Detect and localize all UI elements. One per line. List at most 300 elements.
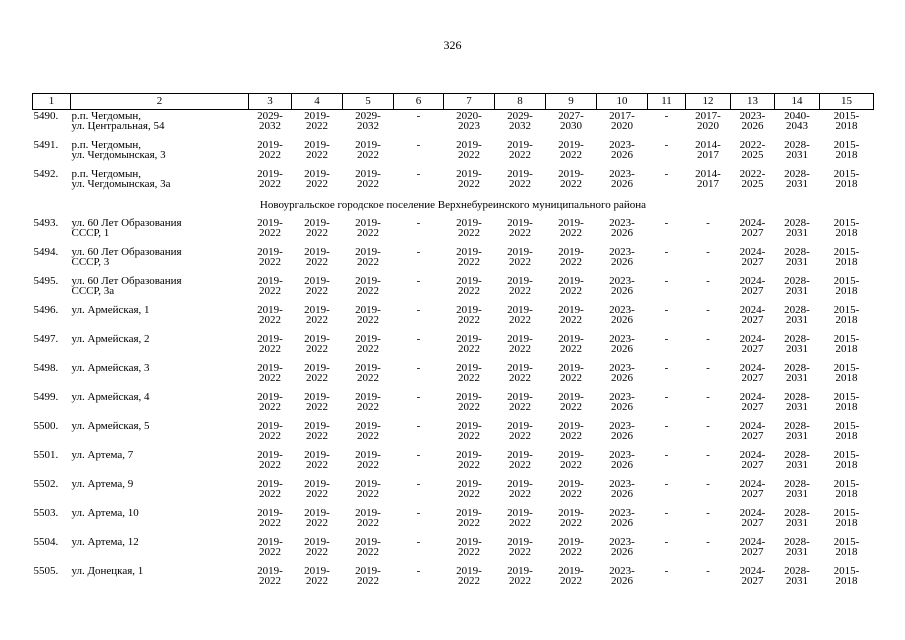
period-start: 2019- <box>355 168 381 180</box>
period-end: 2022 <box>306 178 328 190</box>
period-end: 2022 <box>259 575 281 587</box>
period-cell <box>686 275 731 304</box>
period-start: - <box>416 449 421 461</box>
period-end: 2022 <box>357 178 379 190</box>
period-start: - <box>706 246 710 258</box>
period-end: 2022 <box>259 285 281 297</box>
period-start: 2019- <box>355 478 381 490</box>
period-end: 2022 <box>509 256 531 268</box>
period-end: 2022 <box>509 401 531 413</box>
period-end: 2022 <box>259 546 281 558</box>
period-cell <box>820 304 874 333</box>
period-start: 2019- <box>456 565 482 577</box>
period-start: - <box>664 168 669 180</box>
period-cell <box>686 362 731 391</box>
period-cell <box>820 536 874 565</box>
period-start: - <box>664 304 669 316</box>
period-cell <box>820 565 874 594</box>
period-start: 2019- <box>507 449 533 461</box>
period-start: - <box>416 139 421 151</box>
period-end: 2026 <box>611 178 633 190</box>
period-cell <box>686 217 731 246</box>
period-end: 2018 <box>835 314 858 326</box>
period-start: - <box>664 110 669 122</box>
period-cell <box>394 246 444 275</box>
period-start: 2019- <box>558 536 584 548</box>
period-end: 2031 <box>786 314 808 326</box>
period-cell <box>648 536 686 565</box>
period-end: 2022 <box>509 459 531 471</box>
period-cell <box>648 420 686 449</box>
period-start: 2024- <box>739 275 766 287</box>
period-cell <box>597 110 648 140</box>
period-start: 2028- <box>784 333 810 345</box>
period-end: 2022 <box>560 256 582 268</box>
period-start: 2019- <box>558 246 584 258</box>
period-end: 2031 <box>786 546 808 558</box>
period-start: 2019- <box>257 246 283 258</box>
period-start: 2015- <box>833 565 860 577</box>
period-start: 2019- <box>257 536 283 548</box>
address-line: ул. 60 Лет Образования <box>71 275 182 287</box>
period-end: 2027 <box>741 256 764 268</box>
period-cell <box>686 478 731 507</box>
period-start: 2019- <box>257 217 283 229</box>
period-end: 2022 <box>560 401 582 413</box>
period-end: 2031 <box>786 227 808 239</box>
period-end: 2022 <box>458 285 480 297</box>
period-end: 2026 <box>611 227 633 239</box>
period-start: - <box>664 536 669 548</box>
period-cell <box>292 565 343 594</box>
period-cell <box>292 420 343 449</box>
period-cell <box>648 565 686 594</box>
period-cell <box>731 168 775 197</box>
period-start: - <box>664 275 669 287</box>
period-end: 2018 <box>835 285 858 297</box>
address-line: СССР, 1 <box>71 227 110 239</box>
period-cell <box>495 478 546 507</box>
table-row <box>33 565 874 594</box>
column-header: 3 <box>249 94 292 110</box>
period-cell <box>820 217 874 246</box>
period-end: 2022 <box>357 459 379 471</box>
period-end: 2022 <box>259 517 281 529</box>
period-start: 2027- <box>558 110 584 122</box>
period-start: - <box>706 304 710 316</box>
period-start: 2028- <box>784 449 810 461</box>
period-start: 2019- <box>355 217 381 229</box>
period-start: - <box>706 275 710 287</box>
period-start: 2028- <box>784 246 810 258</box>
period-cell <box>292 478 343 507</box>
period-end: 2022 <box>259 178 281 190</box>
period-end: 2027 <box>741 459 764 471</box>
period-start: - <box>416 304 421 316</box>
period-start: 2019- <box>456 139 482 151</box>
period-cell <box>775 449 820 478</box>
period-cell <box>546 536 597 565</box>
period-cell <box>546 565 597 594</box>
period-end: 2022 <box>259 256 281 268</box>
period-end: 2022 <box>458 256 480 268</box>
period-start: 2015- <box>833 391 860 403</box>
period-start: - <box>416 246 421 258</box>
period-cell <box>775 168 820 197</box>
period-end: 2022 <box>259 459 281 471</box>
column-header: 2 <box>71 94 249 110</box>
period-cell <box>820 246 874 275</box>
period-cell <box>394 362 444 391</box>
period-start: 2019- <box>456 391 482 403</box>
period-cell <box>343 275 394 304</box>
period-end: 2022 <box>560 314 582 326</box>
period-end: 2022 <box>259 488 281 500</box>
period-start: - <box>416 333 421 345</box>
period-start: 2024- <box>739 507 766 519</box>
period-end: 2026 <box>611 430 633 442</box>
period-start: 2014- <box>695 168 721 180</box>
period-start: 2019- <box>304 275 330 287</box>
period-start: 2019- <box>304 420 330 432</box>
table-row <box>33 304 874 333</box>
period-cell <box>495 362 546 391</box>
row-number: 5505. <box>33 565 59 577</box>
period-end: 2022 <box>306 575 328 587</box>
address-cell <box>71 275 249 304</box>
period-end: 2026 <box>741 120 764 132</box>
period-cell <box>820 362 874 391</box>
period-start: 2028- <box>784 507 810 519</box>
period-end: 2022 <box>560 575 582 587</box>
period-cell <box>292 246 343 275</box>
period-cell <box>444 507 495 536</box>
column-header: 12 <box>686 94 731 110</box>
period-start: 2019- <box>558 217 584 229</box>
period-start: - <box>416 275 421 287</box>
period-start: 2023- <box>609 217 635 229</box>
period-end: 2027 <box>741 575 764 587</box>
period-end: 2018 <box>835 546 858 558</box>
period-start: 2015- <box>833 168 860 180</box>
period-end: 2022 <box>509 227 531 239</box>
period-end: 2022 <box>458 178 480 190</box>
period-end: 2018 <box>835 517 858 529</box>
column-header: 10 <box>597 94 648 110</box>
period-end: 2043 <box>786 120 808 132</box>
period-cell <box>249 139 292 168</box>
table-body-group-1 <box>33 110 874 198</box>
period-start: 2019- <box>257 420 283 432</box>
period-cell <box>546 168 597 197</box>
period-start: 2024- <box>739 362 766 374</box>
period-cell <box>394 565 444 594</box>
table-row <box>33 217 874 246</box>
period-cell <box>686 565 731 594</box>
period-cell <box>292 217 343 246</box>
period-start: 2019- <box>507 478 533 490</box>
period-cell <box>597 362 648 391</box>
table-row <box>33 536 874 565</box>
period-start: 2019- <box>558 478 584 490</box>
period-cell <box>394 168 444 197</box>
period-cell <box>495 333 546 362</box>
row-number: 5498. <box>33 362 59 374</box>
period-cell <box>249 507 292 536</box>
period-start: 2024- <box>739 478 766 490</box>
period-end: 2022 <box>259 314 281 326</box>
period-start: 2019- <box>456 333 482 345</box>
period-end: 2025 <box>741 149 764 161</box>
period-end: 2027 <box>741 401 764 413</box>
period-cell <box>648 304 686 333</box>
period-end: 2022 <box>306 517 328 529</box>
period-start: 2019- <box>558 565 584 577</box>
period-start: 2023- <box>609 478 635 490</box>
period-start: 2019- <box>304 333 330 345</box>
period-end: 2022 <box>458 314 480 326</box>
period-end: 2022 <box>458 401 480 413</box>
period-cell <box>546 333 597 362</box>
period-cell <box>495 449 546 478</box>
period-cell <box>731 304 775 333</box>
period-start: 2019- <box>355 420 381 432</box>
period-cell <box>444 449 495 478</box>
period-start: - <box>706 391 710 403</box>
period-start: 2024- <box>739 333 766 345</box>
period-start: 2019- <box>456 304 482 316</box>
period-start: 2019- <box>304 246 330 258</box>
period-cell <box>820 449 874 478</box>
period-start: 2019- <box>507 139 533 151</box>
address-cell <box>71 304 249 333</box>
period-cell <box>546 507 597 536</box>
period-start: 2019- <box>304 507 330 519</box>
period-end: 2018 <box>835 149 858 161</box>
period-start: 2023- <box>609 139 635 151</box>
period-start: - <box>416 168 421 180</box>
period-cell <box>249 420 292 449</box>
period-cell <box>731 449 775 478</box>
column-header: 13 <box>731 94 775 110</box>
table-row <box>33 362 874 391</box>
period-start: - <box>706 536 710 548</box>
period-end: 2022 <box>357 149 379 161</box>
period-start: 2019- <box>257 478 283 490</box>
period-end: 2018 <box>835 459 858 471</box>
period-cell <box>731 420 775 449</box>
period-start: 2028- <box>784 275 810 287</box>
period-cell <box>648 139 686 168</box>
period-end: 2018 <box>835 575 858 587</box>
period-cell <box>775 420 820 449</box>
period-cell <box>249 449 292 478</box>
period-start: 2019- <box>355 565 381 577</box>
address-line: р.п. Чегдомын, <box>71 168 142 180</box>
period-end: 2022 <box>509 575 531 587</box>
period-end: 2022 <box>259 149 281 161</box>
period-start: 2022- <box>739 139 766 151</box>
period-end: 2026 <box>611 256 633 268</box>
period-end: 2022 <box>509 372 531 384</box>
period-cell <box>249 110 292 140</box>
column-header: 14 <box>775 94 820 110</box>
address-line: СССР, 3а <box>71 285 115 297</box>
period-start: 2019- <box>355 507 381 519</box>
period-start: - <box>664 246 669 258</box>
period-cell <box>444 362 495 391</box>
period-cell <box>648 478 686 507</box>
row-number: 5491. <box>33 139 59 151</box>
table-row <box>33 420 874 449</box>
period-end: 2032 <box>509 120 531 132</box>
period-end: 2026 <box>611 372 633 384</box>
period-end: 2022 <box>509 285 531 297</box>
period-start: 2023- <box>609 391 635 403</box>
row-number: 5504. <box>33 536 59 548</box>
row-number: 5503. <box>33 507 59 519</box>
period-cell <box>343 217 394 246</box>
period-start: 2022- <box>739 168 766 180</box>
period-end: 2022 <box>357 575 379 587</box>
period-start: 2028- <box>784 536 810 548</box>
period-cell <box>775 275 820 304</box>
period-cell <box>394 217 444 246</box>
period-end: 2027 <box>741 285 764 297</box>
period-cell <box>343 536 394 565</box>
period-cell <box>597 304 648 333</box>
period-cell <box>249 362 292 391</box>
row-number: 5492. <box>33 168 59 180</box>
table-row <box>33 139 874 168</box>
column-header: 5 <box>343 94 394 110</box>
period-end: 2031 <box>786 575 808 587</box>
period-cell <box>546 304 597 333</box>
period-end: 2027 <box>741 546 764 558</box>
period-cell <box>394 507 444 536</box>
period-cell <box>686 304 731 333</box>
period-start: 2019- <box>456 507 482 519</box>
period-cell <box>775 110 820 140</box>
period-end: 2022 <box>357 227 379 239</box>
period-end: 2026 <box>611 314 633 326</box>
row-number: 5496. <box>33 304 59 316</box>
period-end: 2022 <box>509 546 531 558</box>
period-cell <box>597 217 648 246</box>
period-cell <box>775 304 820 333</box>
period-end: 2032 <box>357 120 379 132</box>
period-cell <box>731 275 775 304</box>
period-start: - <box>664 391 669 403</box>
period-cell <box>343 110 394 140</box>
period-cell <box>597 565 648 594</box>
period-start: 2024- <box>739 449 766 461</box>
period-start: 2019- <box>355 536 381 548</box>
period-start: 2019- <box>558 420 584 432</box>
period-end: 2022 <box>509 517 531 529</box>
period-cell <box>292 304 343 333</box>
address-line: ул. Центральная, 54 <box>71 120 165 132</box>
period-end: 2018 <box>835 372 858 384</box>
period-cell <box>546 139 597 168</box>
period-end: 2026 <box>611 343 633 355</box>
period-start: 2015- <box>833 507 860 519</box>
period-start: - <box>706 565 710 577</box>
period-end: 2022 <box>560 285 582 297</box>
period-cell <box>597 391 648 420</box>
period-end: 2031 <box>786 256 808 268</box>
period-end: 2027 <box>741 372 764 384</box>
period-start: 2019- <box>558 362 584 374</box>
period-cell <box>546 420 597 449</box>
period-end: 2022 <box>560 343 582 355</box>
period-start: 2017- <box>609 110 635 122</box>
row-number: 5499. <box>33 391 59 403</box>
period-end: 2022 <box>560 372 582 384</box>
period-start: 2023- <box>609 507 635 519</box>
column-header: 8 <box>495 94 546 110</box>
period-cell <box>546 275 597 304</box>
table-row <box>33 246 874 275</box>
period-start: 2028- <box>784 478 810 490</box>
period-cell <box>686 333 731 362</box>
period-end: 2020 <box>697 120 719 132</box>
period-start: 2028- <box>784 217 810 229</box>
period-end: 2022 <box>306 149 328 161</box>
period-start: 2028- <box>784 420 810 432</box>
row-number: 5493. <box>33 217 59 229</box>
period-start: 2040- <box>784 110 810 122</box>
period-cell <box>648 217 686 246</box>
period-end: 2022 <box>509 430 531 442</box>
period-start: 2029- <box>507 110 533 122</box>
period-start: - <box>664 420 669 432</box>
address-cell <box>71 333 249 362</box>
address-line: ул. Артема, 9 <box>71 478 134 490</box>
period-end: 2022 <box>306 256 328 268</box>
table-row <box>33 275 874 304</box>
period-cell <box>820 507 874 536</box>
period-cell <box>686 449 731 478</box>
address-line: ул. Армейская, 5 <box>71 420 150 432</box>
period-end: 2022 <box>560 517 582 529</box>
period-cell <box>731 565 775 594</box>
period-cell <box>731 478 775 507</box>
address-line: ул. Артема, 7 <box>71 449 134 461</box>
period-cell <box>292 449 343 478</box>
address-cell <box>71 507 249 536</box>
period-start: 2015- <box>833 449 860 461</box>
period-cell <box>648 275 686 304</box>
row-number: 5490. <box>33 110 59 122</box>
address-line: ул. Артема, 12 <box>71 536 139 548</box>
period-start: 2019- <box>456 217 482 229</box>
period-start: 2015- <box>833 536 860 548</box>
period-start: 2024- <box>739 565 766 577</box>
period-end: 2030 <box>560 120 582 132</box>
period-cell <box>775 391 820 420</box>
period-start: 2019- <box>304 391 330 403</box>
period-cell <box>444 275 495 304</box>
column-header: 7 <box>444 94 495 110</box>
period-start: 2019- <box>355 333 381 345</box>
period-end: 2020 <box>611 120 633 132</box>
period-start: 2028- <box>784 362 810 374</box>
period-start: 2024- <box>739 246 766 258</box>
period-end: 2017 <box>697 149 719 161</box>
period-end: 2018 <box>835 256 858 268</box>
period-cell <box>495 110 546 140</box>
